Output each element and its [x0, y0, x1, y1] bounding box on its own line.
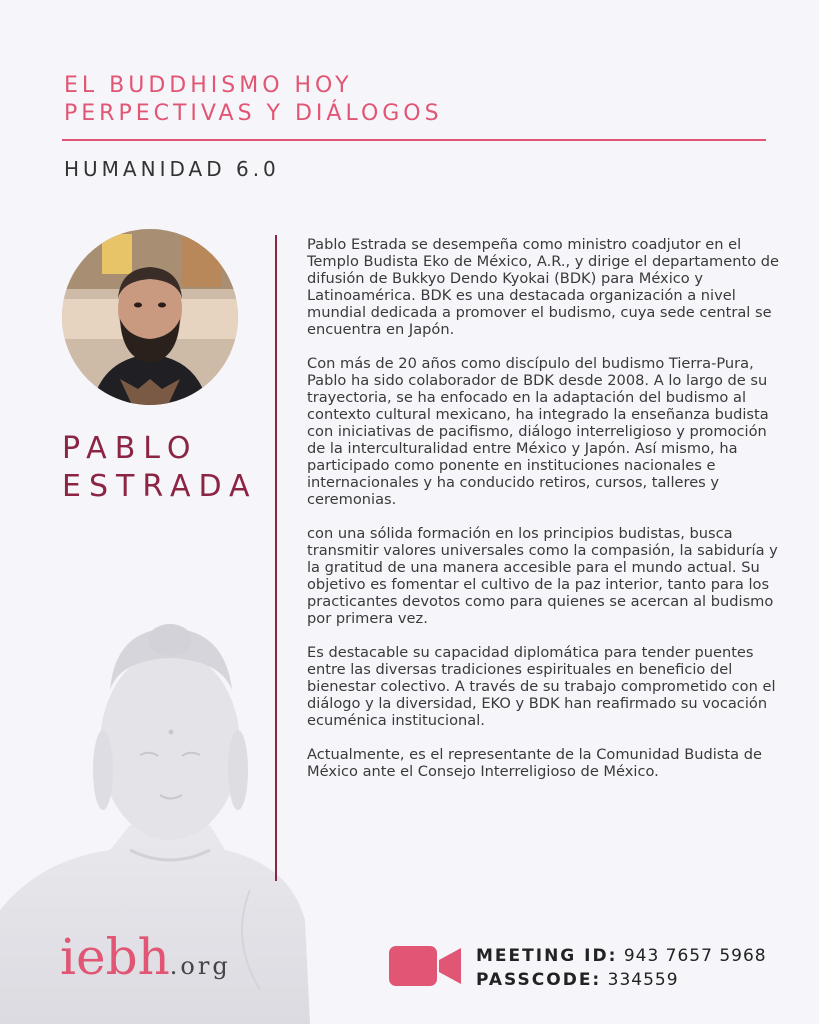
logo-suffix: .org: [169, 952, 231, 980]
header-title-line2: PERPECTIVAS Y DIÁLOGOS: [64, 101, 443, 126]
bio-paragraph: Actualmente, es el representante de la Comunidad Budista de México ante el Consejo Interreligioso de México.: [307, 746, 762, 780]
meeting-id-row: [476, 944, 767, 968]
logo-main: iebh: [60, 928, 170, 986]
vertical-divider: [275, 235, 277, 881]
video-camera-icon: [389, 946, 461, 986]
header-title-line1: EL BUDDHISMO HOY: [64, 73, 353, 98]
bio-paragraph: Es destacable su capacidad diplomática para tender puentes entre las diversas tradiciones espirituales en beneficio del bienestar colectivo. A través de su trabajo comprometido con el diálogo y la diversidad, EKO y BDK han reafirmado su vocación ecuménica institucional.: [307, 644, 776, 729]
passcode-label: PASSCODE:: [476, 970, 602, 990]
bio-paragraph: Pablo Estrada se desempeña como ministro coadjutor en el Templo Budista Eko de México, A.R., y dirige el departamento de difusión de Bukkyo Dendo Kyokai (BDK) para México y Latinoamérica. BDK es una destacada organización a nivel mundial dedicada a promover el budismo, cuya sede central se encuentra en Japón.: [307, 236, 780, 338]
meeting-id-label: MEETING ID:: [476, 946, 618, 966]
header-title: [64, 72, 443, 128]
event-subtitle: HUMANIDAD 6.0: [64, 157, 280, 181]
header-rule: [62, 139, 766, 141]
speaker-first-name: PABLO: [62, 431, 199, 466]
meeting-id-value[interactable]: 943 7657 5968: [623, 946, 767, 966]
speaker-name: [62, 430, 258, 506]
bio-paragraph: con una sólida formación en los principios budistas, busca transmitir valores universales como la compasión, la sabiduría y la gratitud de una manera accesible para el mundo actual. Su objetivo es fomentar el cultivo de la paz interior, tanto para los practicantes devotos como para quienes se acercan al budismo por primera vez.: [307, 525, 778, 627]
meeting-info: [476, 944, 767, 992]
iebh-logo: [60, 928, 231, 986]
speaker-last-name: ESTRADA: [62, 469, 258, 504]
passcode-value[interactable]: 334559: [607, 970, 679, 990]
speaker-avatar: [62, 229, 238, 405]
bio-paragraph: Con más de 20 años como discípulo del budismo Tierra-Pura, Pablo ha sido colaborador de BDK desde 2008. A lo largo de su trayectoria, se ha enfocado en la adaptación del budismo al contexto cultural mexicano, ha integrado la enseñanza budista con iniciativas de pacifismo, diálogo interreligioso y promoción de la interculturalidad entre México y Japón. Así mismo, ha participado como ponente en instituciones nacionales e internacionales y ha conducido retiros, cursos, talleres y ceremonias.: [307, 355, 769, 508]
passcode-row: [476, 968, 767, 992]
speaker-bio: [307, 236, 787, 797]
